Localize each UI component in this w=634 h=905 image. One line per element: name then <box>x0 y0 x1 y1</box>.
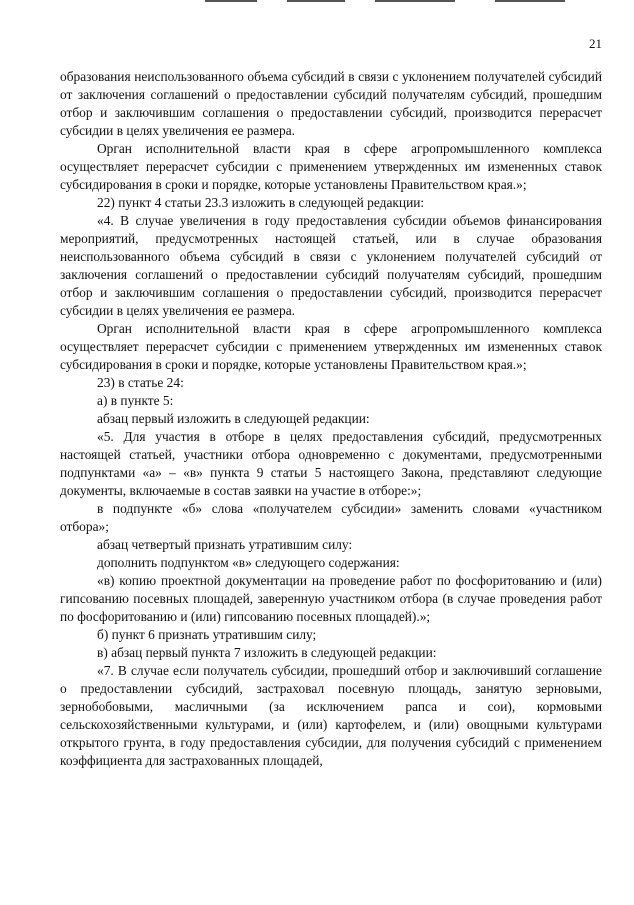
paragraph: Орган исполнительной власти края в сфере агропромышленного комплекса осуществляет перерасчет субсидии с применением утвержденных им измененных ставок субсидирования в сроки и порядке, которые установлены Правительством края.»; <box>60 141 602 192</box>
paragraph: дополнить подпунктом «в» следующего содержания: <box>97 555 400 570</box>
document-body <box>60 68 602 770</box>
paragraph: абзац первый изложить в следующей редакции: <box>97 411 370 426</box>
page-number: 21 <box>589 36 602 51</box>
paragraph: а) в пункте 5: <box>97 393 174 408</box>
paragraph: в подпункте «б» слова «получателем субсидии» заменить словами «участником отбора»; <box>60 501 602 534</box>
paragraph: «5. Для участия в отборе в целях предоставления субсидий, предусмотренных настоящей статьей, участники отбора одновременно с документами, предусмотренными подпунктами «а» – «в» пункта 9 статьи 5 настоящего Закона, представляют следующие документы, включаемые в состав заявки на участие в отборе:»; <box>60 429 602 498</box>
paragraph: абзац четвертый признать утратившим силу: <box>97 537 353 552</box>
paragraph: «в) копию проектной документации на проведение работ по фосфоритованию и (или) гипсованию посевных площадей, заверенную участником отбора (в случае проведения работ по фосфоритованию и (или) гипсованию посевных площадей).»; <box>60 573 602 624</box>
paragraph: «4. В случае увеличения в году предоставления субсидии объемов финансирования мероприятий, предусмотренных настоящей статьей, или в случае образования неиспользованного объема субсидий в связи с уклонением получателей субсидий от заключения соглашений о предоставлении субсидий получателям субсидий, прошедшим отбор и заключившим соглашения о предоставлении субсидий, производится перерасчет субсидии в целях увеличения ее размера. <box>60 213 602 318</box>
paragraph: «7. В случае если получатель субсидии, прошедший отбор и заключивший соглашение о предоставлении субсидий, застраховал посевную площадь, занятую зерновыми, зернобобовыми, масличными (за исключением рапса и сои), кормовыми сельскохозяйственными культурами, и (или) картофелем, и (или) овощными культурами открытого грунта, в году предоставления субсидии, для получения субсидий с применением коэффициента для застрахованных площадей, <box>60 663 602 768</box>
scan-edge-marks <box>205 0 585 3</box>
paragraph: 23) в статье 24: <box>97 375 184 390</box>
paragraph: в) абзац первый пункта 7 изложить в следующей редакции: <box>97 645 437 660</box>
paragraph: образования неиспользованного объема субсидий в связи с уклонением получателей субсидий от заключения соглашений о предоставлении субсидий получателям субсидий, прошедшим отбор и заключившим соглашения о предоставлении субсидий, производится перерасчет субсидии в целях увеличения ее размера. <box>60 69 602 138</box>
paragraph: Орган исполнительной власти края в сфере агропромышленного комплекса осуществляет перерасчет субсидии с применением утвержденных им измененных ставок субсидирования в сроки и порядке, которые установлены Правительством края.»; <box>60 321 602 372</box>
paragraph: 22) пункт 4 статьи 23.3 изложить в следующей редакции: <box>97 195 425 210</box>
paragraph: б) пункт 6 признать утратившим силу; <box>97 627 317 642</box>
